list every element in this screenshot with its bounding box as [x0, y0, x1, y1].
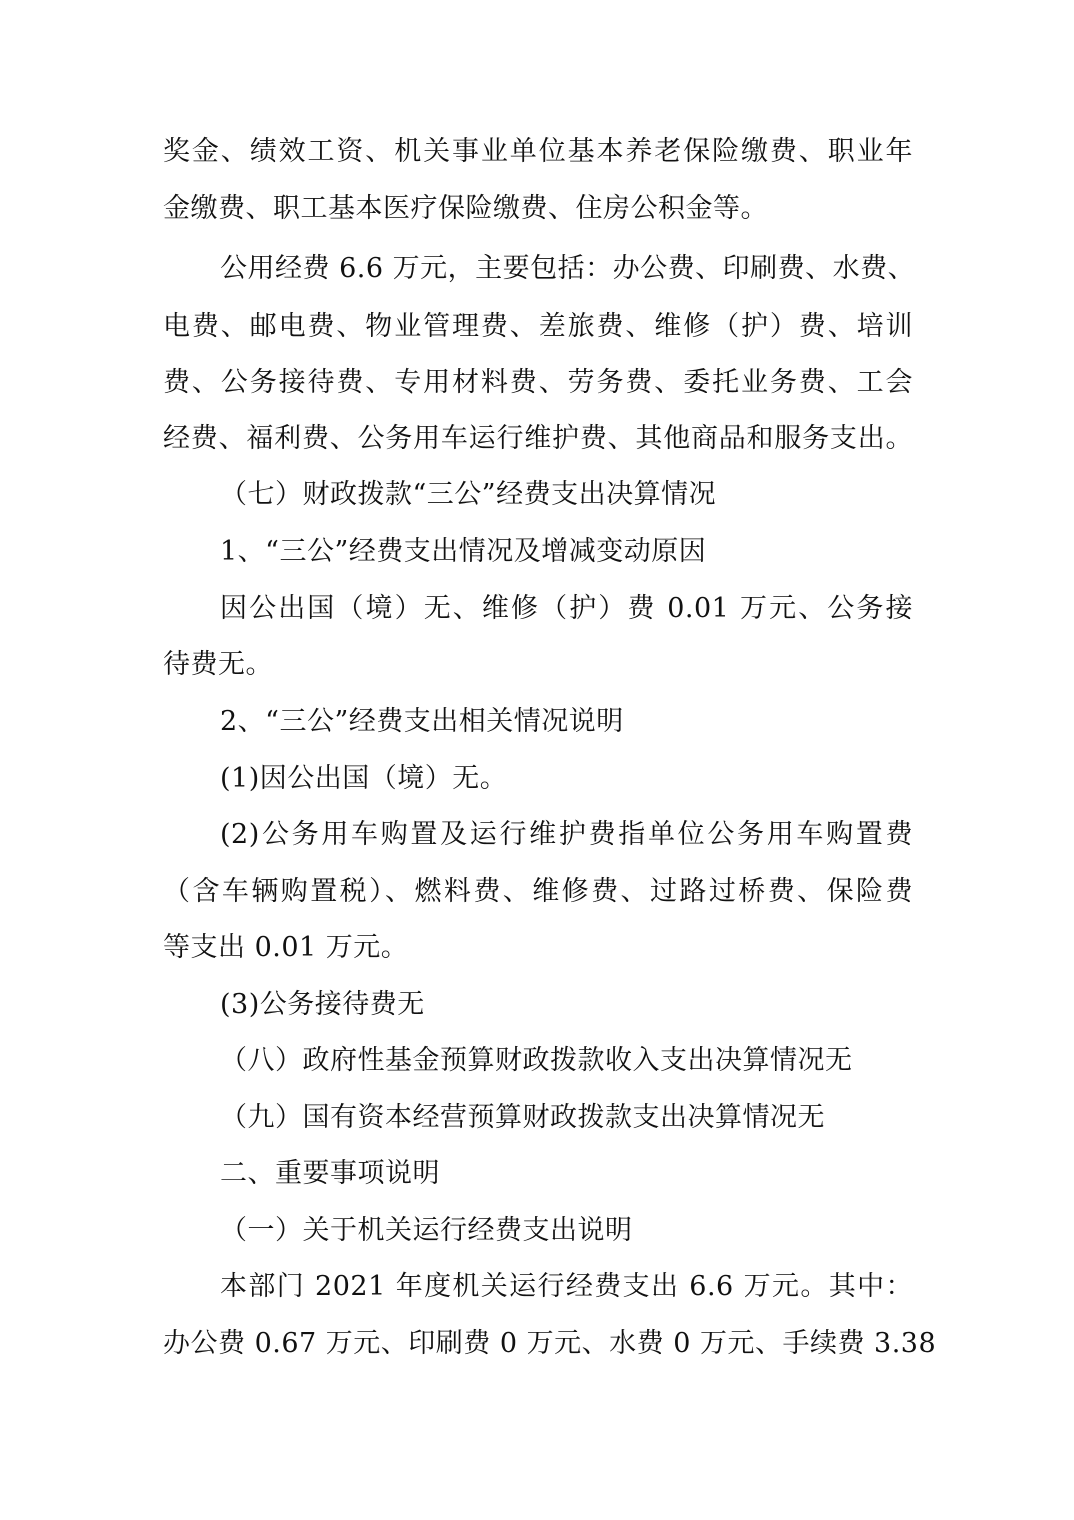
list-item: (3)公务接待费无 — [220, 989, 425, 1020]
paragraph-line: 公用经费 6.6 万元，主要包括：办公费、印刷费、水费、 — [220, 253, 916, 284]
subsection-heading: 1、“三公”经费支出情况及增减变动原因 — [220, 536, 707, 567]
section-heading: （九）国有资本经营预算财政拨款支出决算情况无 — [220, 1102, 825, 1133]
paragraph-line: 金缴费、职工基本医疗保险缴费、住房公积金等。 — [163, 193, 768, 224]
paragraph-line: 等支出 0.01 万元。 — [163, 932, 409, 963]
paragraph-line: 经费、福利费、公务用车运行维护费、其他商品和服务支出。 — [163, 423, 913, 454]
paragraph-line: 本部门 2021 年度机关运行经费支出 6.6 万元。其中： — [220, 1271, 913, 1302]
section-heading: （七）财政拨款“三公”经费支出决算情况 — [220, 479, 717, 510]
paragraph-line: 奖金、绩效工资、机关事业单位基本养老保险缴费、职业年 — [163, 136, 913, 167]
subsection-heading: 2、“三公”经费支出相关情况说明 — [220, 706, 624, 737]
paragraph-line: 待费无。 — [163, 649, 273, 680]
list-item: (2)公务用车购置及运行维护费指单位公务用车购置费 — [220, 819, 913, 850]
paragraph-line: 办公费 0.67 万元、印刷费 0 万元、水费 0 万元、手续费 3.38 — [163, 1328, 937, 1359]
paragraph-line: 电费、邮电费、物业管理费、差旅费、维修（护）费、培训 — [163, 311, 913, 342]
paragraph-line: （含车辆购置税）、燃料费、维修费、过路过桥费、保险费 — [163, 876, 913, 907]
list-item: (1)因公出国（境）无。 — [220, 763, 508, 794]
paragraph-line: 因公出国（境）无、维修（护）费 0.01 万元、公务接 — [220, 593, 913, 624]
section-heading: （一）关于机关运行经费支出说明 — [220, 1215, 633, 1246]
paragraph-line: 费、公务接待费、专用材料费、劳务费、委托业务费、工会 — [163, 367, 913, 398]
section-heading: （八）政府性基金预算财政拨款收入支出决算情况无 — [220, 1045, 853, 1076]
chapter-heading: 二、重要事项说明 — [220, 1158, 440, 1189]
